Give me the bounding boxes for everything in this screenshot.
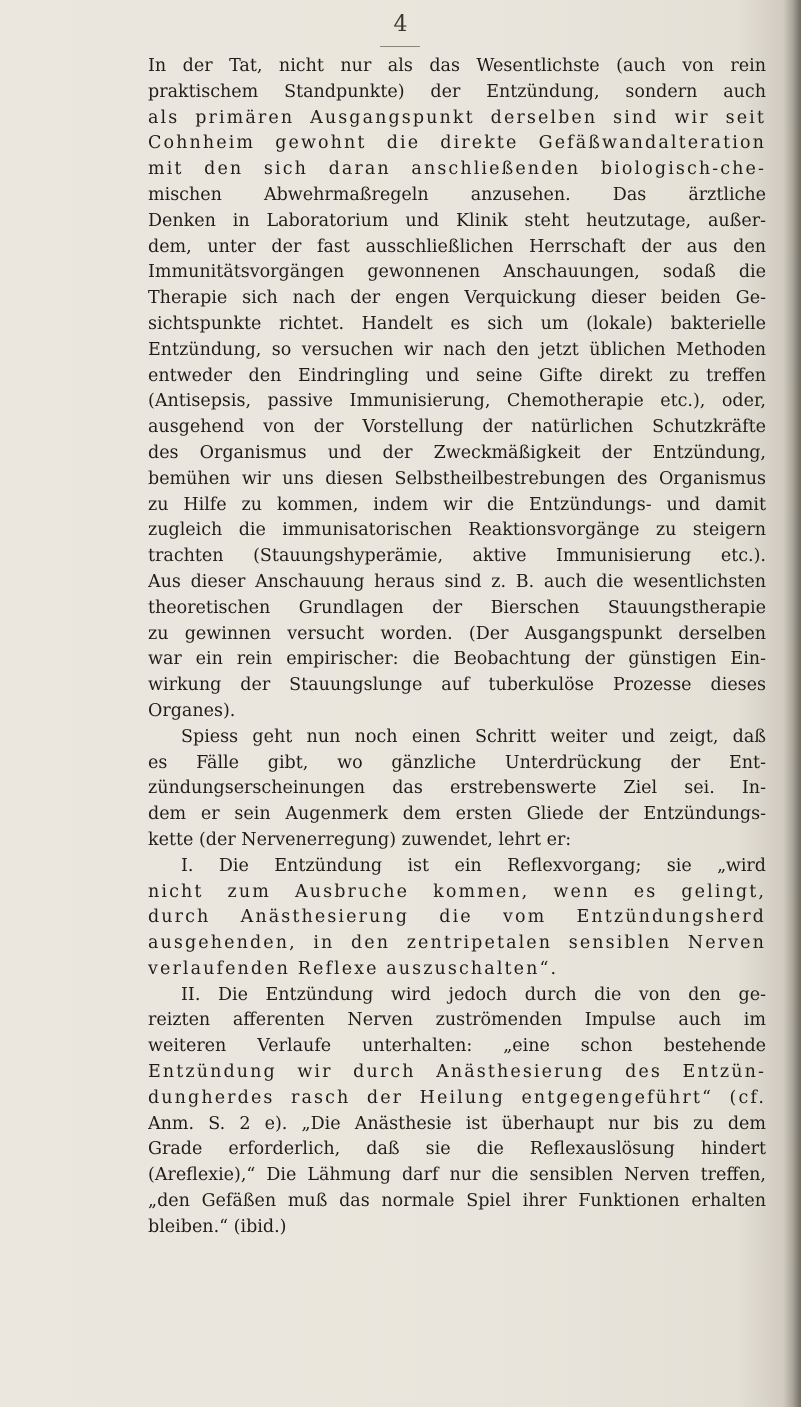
text-line: es Fälle gibt, wo gänzliche Unterdrückung der Ent-	[148, 752, 766, 773]
text-line: wirkung der Stauungslunge auf tuberkulöse Prozesse dieses	[148, 675, 766, 696]
text-line: zugleich die immunisatorischen Reaktionsvorgänge zu steigern	[148, 520, 766, 541]
text-line: entweder den Eindringling und seine Gifte direkt zu treffen	[148, 365, 766, 386]
text-line: sichtspunkte richtet. Handelt es sich um (lokale) bakterielle	[148, 313, 766, 334]
text-line: Entzündung, so versuchen wir nach den jetzt üblichen Methoden	[148, 339, 766, 360]
text-line: weiteren Verlaufe unterhalten: „eine schon bestehende	[148, 1036, 766, 1057]
text-line: Entzündung wir durch Anästhesierung des Entzün-	[148, 1062, 766, 1083]
text-line: Spiess geht nun noch einen Schritt weiter und zeigt, daß	[181, 726, 766, 747]
page-number: 4	[393, 12, 408, 37]
text-line: mischen Abwehrmaßregeln anzusehen. Das ärztliche	[148, 184, 766, 205]
text-line: ausgehend von der Vorstellung der natürlichen Schutzkräfte	[148, 417, 766, 438]
text-line: In der Tat, nicht nur als das Wesentlichste (auch von rein	[148, 56, 766, 76]
text-line: I. Die Entzündung ist ein Reflexvorgang; sie „wird	[181, 855, 766, 876]
text-line: zu gewinnen versucht worden. (Der Ausgangspunkt derselben	[148, 623, 766, 644]
text-line: dungherdes rasch der Heilung entgegengeführt“ (cf.	[148, 1087, 766, 1108]
page-binding-edge	[783, 0, 801, 1407]
text-line: theoretischen Grundlagen der Bierschen Stauungstherapie	[148, 597, 766, 618]
text-line: II. Die Entzündung wird jedoch durch die von den ge-	[181, 984, 766, 1005]
text-line: zündungserscheinungen das erstrebenswerte Ziel sei. In-	[148, 778, 766, 799]
page-number-rule	[380, 46, 420, 47]
body-text	[148, 54, 766, 1241]
text-line: durch Anästhesierung die vom Entzündungsherd	[148, 907, 766, 928]
text-line: ausgehenden, in den zentripetalen sensiblen Nerven	[148, 933, 766, 954]
text-line: reizten afferenten Nerven zuströmenden Impulse auch im	[148, 1010, 766, 1031]
text-line: Anm. S. 2 e). „Die Anästhesie ist überhaupt nur bis zu dem	[148, 1113, 766, 1134]
text-line: bleiben.“ (ibid.)	[148, 1216, 287, 1237]
text-line: zu Hilfe zu kommen, indem wir die Entzündungs- und damit	[148, 494, 766, 515]
text-line: Denken in Laboratorium und Klinik steht heutzutage, außer-	[148, 210, 766, 231]
text-line: dem, unter der fast ausschließlichen Herrschaft der aus den	[148, 236, 766, 257]
text-line: trachten (Stauungshyperämie, aktive Immunisierung etc.).	[148, 546, 766, 567]
text-line: Grade erforderlich, daß sie die Reflexauslösung hindert	[148, 1139, 766, 1160]
text-line: „den Gefäßen muß das normale Spiel ihrer Funktionen erhalten	[148, 1191, 766, 1212]
text-line: des Organismus und der Zweckmäßigkeit der Entzündung,	[148, 442, 766, 463]
text-line: (Areflexie),“ Die Lähmung darf nur die sensiblen Nerven treffen,	[148, 1165, 766, 1186]
text-line: Organes).	[148, 700, 236, 721]
text-line: Immunitätsvorgängen gewonnenen Anschauungen, sodaß die	[148, 262, 766, 283]
text-line: mit den sich daran anschließenden biologisch-che-	[148, 159, 766, 180]
text-line: kette (der Nervenerregung) zuwendet, lehrt er:	[148, 829, 572, 850]
text-line: Therapie sich nach der engen Verquickung dieser beiden Ge-	[148, 288, 766, 309]
text-line: (Antisepsis, passive Immunisierung, Chemotherapie etc.), oder,	[148, 391, 766, 412]
text-line: praktischem Standpunkte) der Entzündung, sondern auch	[148, 81, 766, 102]
text-line: Aus dieser Anschauung heraus sind z. B. auch die wesentlichsten	[148, 571, 766, 592]
text-line: als primären Ausgangspunkt derselben sind wir seit	[148, 107, 766, 128]
text-line: verlaufenden Reflexe auszuschalten“.	[148, 958, 559, 979]
text-line: Cohnheim gewohnt die direkte Gefäßwandalteration	[148, 133, 766, 154]
text-line: bemühen wir uns diesen Selbstheilbestrebungen des Organismus	[148, 468, 766, 489]
text-line: dem er sein Augenmerk dem ersten Gliede der Entzündungs-	[148, 804, 766, 825]
text-line: nicht zum Ausbruche kommen, wenn es gelingt,	[148, 881, 766, 902]
text-line: war ein rein empirischer: die Beobachtung der günstigen Ein-	[148, 649, 766, 670]
